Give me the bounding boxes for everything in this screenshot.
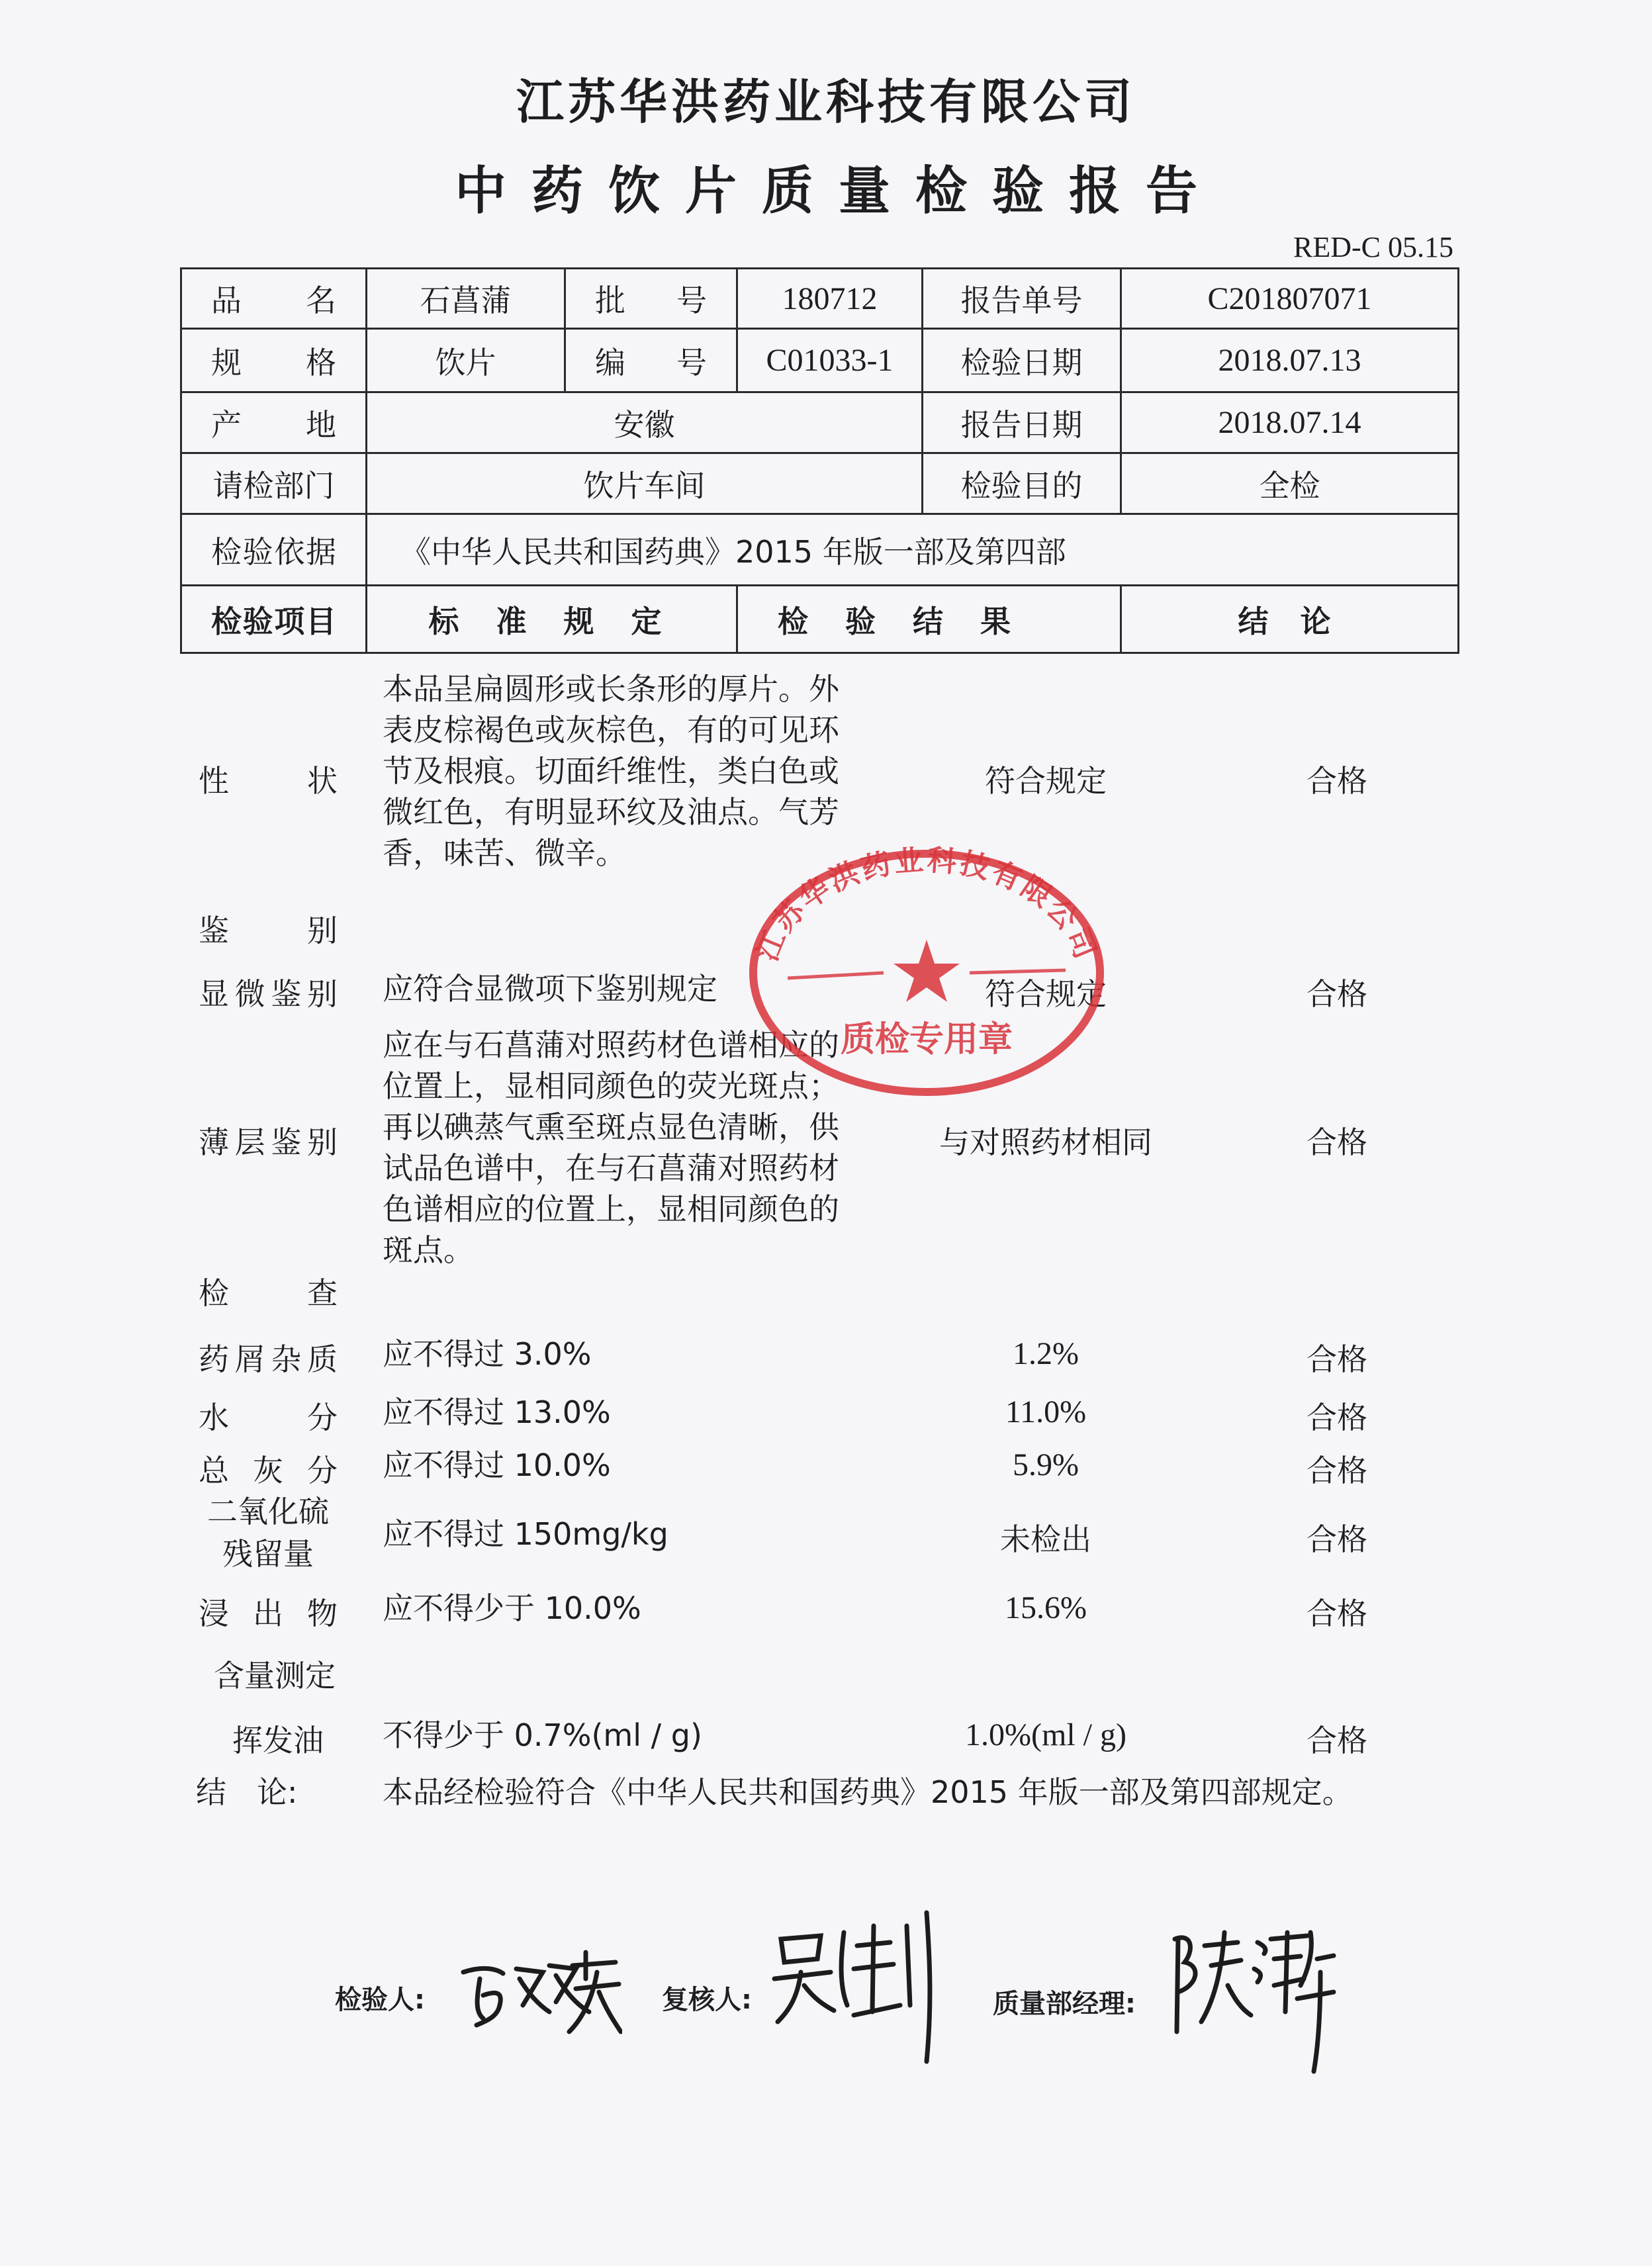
volatile-oil-result: 1.0%(ml / g) — [965, 1717, 1126, 1752]
volatile-oil-label: 挥发油 — [232, 1723, 324, 1758]
origin-label: 产地 — [181, 392, 367, 453]
manager-signature — [1165, 1913, 1337, 2078]
report-header-table — [180, 267, 1459, 654]
so2-standard: 应不得过 150mg/kg — [383, 1516, 668, 1552]
star-icon — [894, 940, 960, 1002]
stamp-outer-text: 江苏华洪药业科技有限公司 — [750, 843, 1103, 966]
col-conclusion-header: 结 论 — [1121, 586, 1459, 653]
so2-conclusion: 合格 — [1307, 1521, 1367, 1557]
tlc-standard: 应在与石菖蒲对照药材色谱相应的位置上，显相同颜色的荧光斑点；再以碘蒸气熏至斑点显色清晰，供试品色谱中，在与石菖蒲对照药材色谱相应的位置上，显相同颜色的斑点。 — [383, 1027, 839, 1268]
tlc-result: 与对照药材相同 — [939, 1124, 1152, 1160]
reviewer-signature — [768, 1906, 946, 2065]
company-name: 江苏华洪药业科技有限公司 — [516, 74, 1136, 130]
microscopic-label: 显微鉴别 — [199, 976, 338, 1012]
basis-label: 检验依据 — [181, 514, 367, 586]
moisture-label: 水分 — [199, 1400, 338, 1435]
microscopic-conclusion: 合格 — [1307, 976, 1367, 1012]
impurity-standard: 应不得过 3.0% — [383, 1336, 592, 1372]
batch-label: 批号 — [565, 269, 737, 329]
so2-label — [199, 1490, 338, 1575]
report-no-value: C201807071 — [1121, 269, 1459, 329]
quality-stamp — [741, 840, 1112, 1105]
col-result-header: 检 验 结 果 — [737, 586, 1121, 653]
spec-value: 饮片 — [367, 329, 565, 392]
conclusion-label: 结 论: — [196, 1774, 298, 1810]
tlc-conclusion: 合格 — [1307, 1124, 1367, 1160]
code-value: C01033-1 — [737, 329, 923, 392]
spec-label: 规格 — [181, 329, 367, 392]
so2-result: 未检出 — [1000, 1521, 1091, 1557]
product-name-value: 石菖蒲 — [367, 269, 565, 329]
so2-label-line2: 残留量 — [222, 1536, 314, 1572]
extract-conclusion: 合格 — [1307, 1596, 1367, 1631]
inspector-label: 检验人: — [335, 1985, 425, 2015]
tlc-label: 薄层鉴别 — [199, 1124, 338, 1160]
purpose-label: 检验目的 — [923, 453, 1121, 514]
code-label: 编号 — [565, 329, 737, 392]
document-title: 中药饮片质量检验报告 — [454, 161, 1222, 221]
purpose-value: 全检 — [1121, 453, 1459, 514]
character-standard: 本品呈扁圆形或长条形的厚片。外表皮棕褐色或灰棕色，有的可见环节及根痕。切面纤维性，类白色或微红色，有明显环纹及油点。气芳香，味苦、微辛。 — [383, 671, 839, 871]
manager-label: 质量部经理: — [993, 1989, 1136, 2019]
reviewer-label: 复核人: — [662, 1985, 752, 2015]
impurity-label: 药屑杂质 — [199, 1341, 338, 1377]
report-date-label: 报告日期 — [923, 392, 1121, 453]
inspect-date-label: 检验日期 — [923, 329, 1121, 392]
form-code: RED-C 05.15 — [1293, 231, 1453, 263]
moisture-result: 11.0% — [1005, 1394, 1087, 1429]
basis-value: 《中华人民共和国药典》2015 年版一部及第四部 — [367, 514, 1459, 586]
identification-heading: 鉴别 — [199, 913, 338, 948]
report-no-label: 报告单号 — [923, 269, 1121, 329]
volatile-oil-standard: 不得少于 0.7%(ml / g) — [383, 1717, 702, 1753]
batch-value: 180712 — [737, 269, 923, 329]
inspect-date-value: 2018.07.13 — [1121, 329, 1459, 392]
moisture-standard: 应不得过 13.0% — [383, 1394, 611, 1430]
origin-value: 安徽 — [367, 392, 923, 453]
moisture-conclusion: 合格 — [1307, 1400, 1367, 1435]
microscopic-result: 符合规定 — [985, 976, 1107, 1012]
conclusion-text: 本品经检验符合《中华人民共和国药典》2015 年版一部及第四部规定。 — [383, 1774, 1353, 1810]
extract-standard: 应不得少于 10.0% — [383, 1590, 641, 1626]
assay-heading: 含量测定 — [214, 1658, 336, 1694]
ash-conclusion: 合格 — [1307, 1453, 1367, 1488]
col-item-header: 检验项目 — [181, 586, 367, 653]
ash-result: 5.9% — [1013, 1447, 1079, 1482]
stamp-inner-text: 质检专用章 — [840, 1020, 1013, 1060]
product-name-label: 品名 — [181, 269, 367, 329]
character-label: 性状 — [199, 763, 338, 799]
dept-value: 饮片车间 — [367, 453, 923, 514]
impurity-conclusion: 合格 — [1307, 1341, 1367, 1377]
extract-label: 浸出物 — [199, 1596, 338, 1631]
col-standard-header: 标 准 规 定 — [367, 586, 737, 653]
inspector-signature — [457, 1932, 622, 2045]
extract-result: 15.6% — [1005, 1590, 1087, 1625]
microscopic-standard: 应符合显微项下鉴别规定 — [383, 971, 717, 1007]
ash-label: 总灰分 — [199, 1453, 338, 1488]
ash-standard: 应不得过 10.0% — [383, 1447, 611, 1483]
character-conclusion: 合格 — [1307, 763, 1367, 799]
impurity-result: 1.2% — [1013, 1336, 1079, 1371]
report-date-value: 2018.07.14 — [1121, 392, 1459, 453]
so2-label-line1: 二氧化硫 — [207, 1494, 329, 1529]
volatile-oil-conclusion: 合格 — [1307, 1723, 1367, 1758]
dept-label: 请检部门 — [181, 453, 367, 514]
check-heading: 检查 — [199, 1275, 338, 1311]
character-result: 符合规定 — [985, 763, 1107, 799]
